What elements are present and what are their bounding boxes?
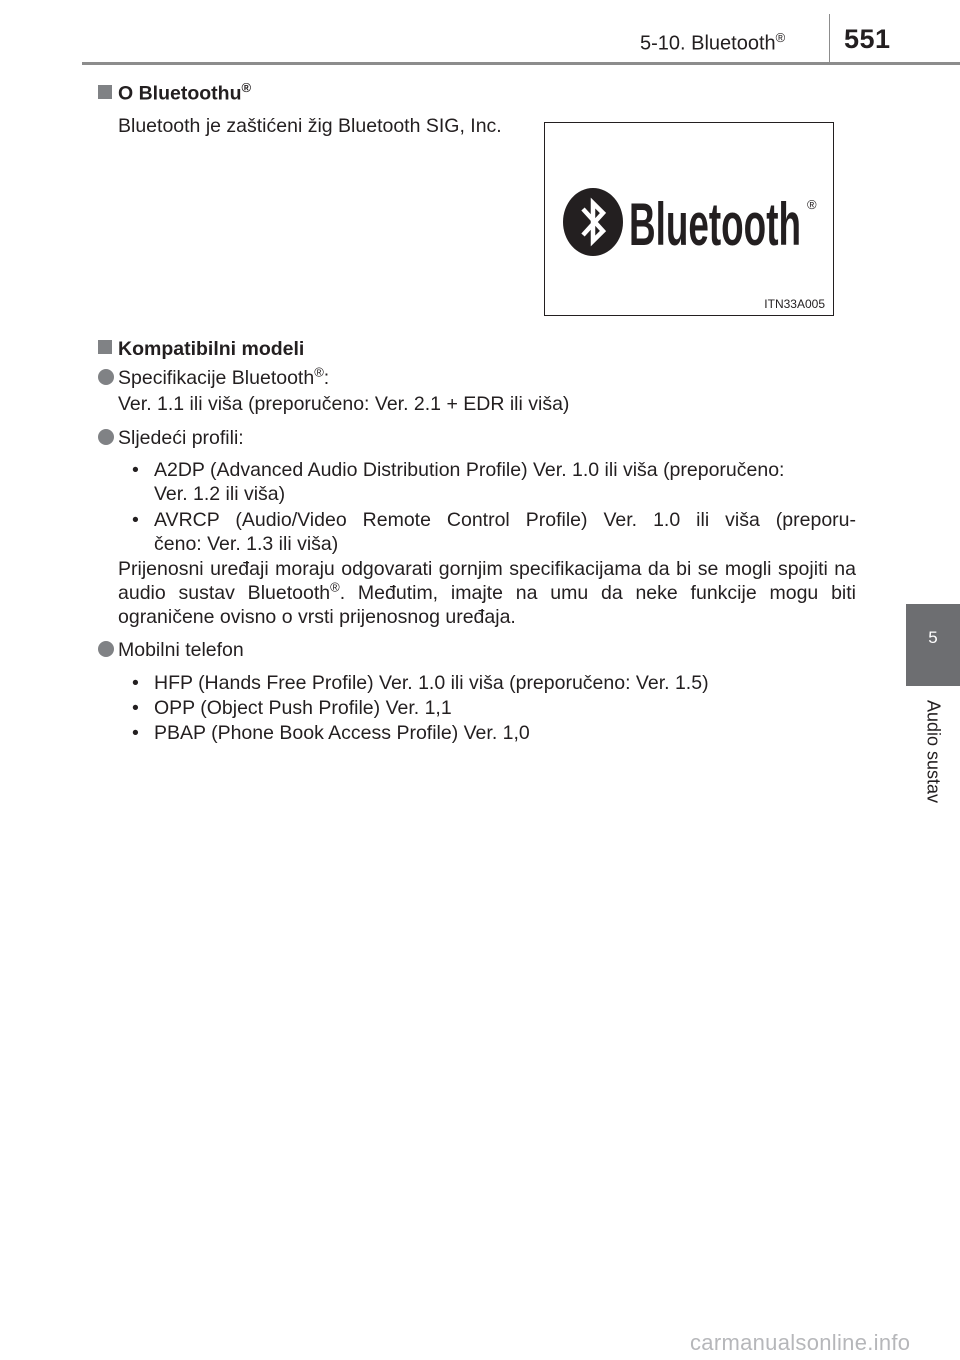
bullet-spec bbox=[98, 366, 858, 390]
dot-bullet: • bbox=[132, 509, 139, 531]
figure-code: ITN33A005 bbox=[764, 297, 825, 311]
profile-line-1: AVRCP (Audio/Video Remote Control Profile) Ver. 1.0 ili viša (preporu- bbox=[154, 509, 856, 531]
registered-mark: ® bbox=[314, 364, 324, 380]
profile-line-1: A2DP (Advanced Audio Distribution Profile) Ver. 1.0 ili viša (preporučeno: bbox=[154, 459, 785, 481]
chapter-tab bbox=[906, 604, 960, 686]
registered-mark: ® bbox=[775, 30, 786, 45]
chapter-number: 5 bbox=[928, 628, 938, 647]
spec-colon: : bbox=[323, 367, 330, 389]
dot-bullet: • bbox=[132, 459, 139, 481]
registered-mark: ® bbox=[241, 80, 252, 95]
profile-line-2: čeno: Ver. 1.3 ili viša) bbox=[154, 533, 339, 555]
heading-text: O Bluetoothu bbox=[118, 82, 242, 105]
section-header bbox=[640, 30, 785, 56]
note-text-2: . Međutim, imajte na umu da neke funkcije mogu biti ograničene ovisno o vrsti prijenosnog uređaja. bbox=[118, 582, 856, 628]
mobile-profile-hfp bbox=[132, 671, 856, 695]
logo-text: Bluetooth bbox=[629, 191, 801, 257]
header-separator bbox=[829, 14, 830, 62]
profile-item-avrcp bbox=[132, 508, 856, 556]
square-bullet-icon bbox=[98, 340, 112, 354]
about-paragraph: Bluetooth je zaštićeni žig Bluetooth SIG, Inc. bbox=[118, 115, 502, 137]
chapter-label: Audio sustav bbox=[923, 700, 944, 804]
mobile-profile-pbap bbox=[132, 721, 856, 745]
header-rule bbox=[82, 62, 960, 65]
section-heading-about bbox=[98, 80, 251, 106]
bullet-profiles bbox=[98, 426, 858, 450]
dot-bullet: • bbox=[132, 672, 139, 694]
mobile-profile-text: OPP (Object Push Profile) Ver. 1,1 bbox=[154, 697, 452, 719]
profile-item-a2dp bbox=[132, 458, 856, 506]
section-label: 5-10. Bluetooth bbox=[640, 32, 776, 55]
dot-bullet: • bbox=[132, 697, 139, 719]
mobile-profile-text: PBAP (Phone Book Access Profile) Ver. 1,0 bbox=[154, 722, 530, 744]
compatibility-note bbox=[118, 557, 856, 629]
profiles-label: Sljedeći profili: bbox=[118, 427, 244, 449]
round-bullet-icon bbox=[98, 429, 114, 445]
square-bullet-icon bbox=[98, 85, 112, 99]
mobile-profile-opp bbox=[132, 696, 856, 720]
mobile-label: Mobilni telefon bbox=[118, 639, 244, 661]
mobile-profile-text: HFP (Hands Free Profile) Ver. 1.0 ili viša (preporučeno: Ver. 1.5) bbox=[154, 672, 709, 694]
watermark: carmanualsonline.info bbox=[690, 1330, 911, 1355]
spec-label: Specifikacije Bluetooth bbox=[118, 367, 315, 389]
round-bullet-icon bbox=[98, 369, 114, 385]
dot-bullet: • bbox=[132, 722, 139, 744]
page-number: 551 bbox=[844, 24, 891, 54]
heading-text: Kompatibilni modeli bbox=[118, 338, 305, 360]
logo-registered-mark: ® bbox=[807, 197, 817, 212]
spec-value: Ver. 1.1 ili viša (preporučeno: Ver. 2.1 + EDR ili viša) bbox=[118, 393, 570, 415]
section-heading-models bbox=[98, 338, 304, 361]
round-bullet-icon bbox=[98, 641, 114, 657]
bluetooth-logo-icon bbox=[561, 187, 821, 257]
note-text-1: Prijenosni uređaji moraju odgovarati gornjim specifikacijama da bi se mogli spojiti na audio sustav Bluetooth bbox=[118, 558, 856, 604]
bluetooth-logo-figure bbox=[544, 122, 834, 316]
registered-mark: ® bbox=[330, 579, 340, 595]
bullet-mobile bbox=[98, 638, 858, 662]
profile-line-2: Ver. 1.2 ili viša) bbox=[154, 483, 286, 505]
